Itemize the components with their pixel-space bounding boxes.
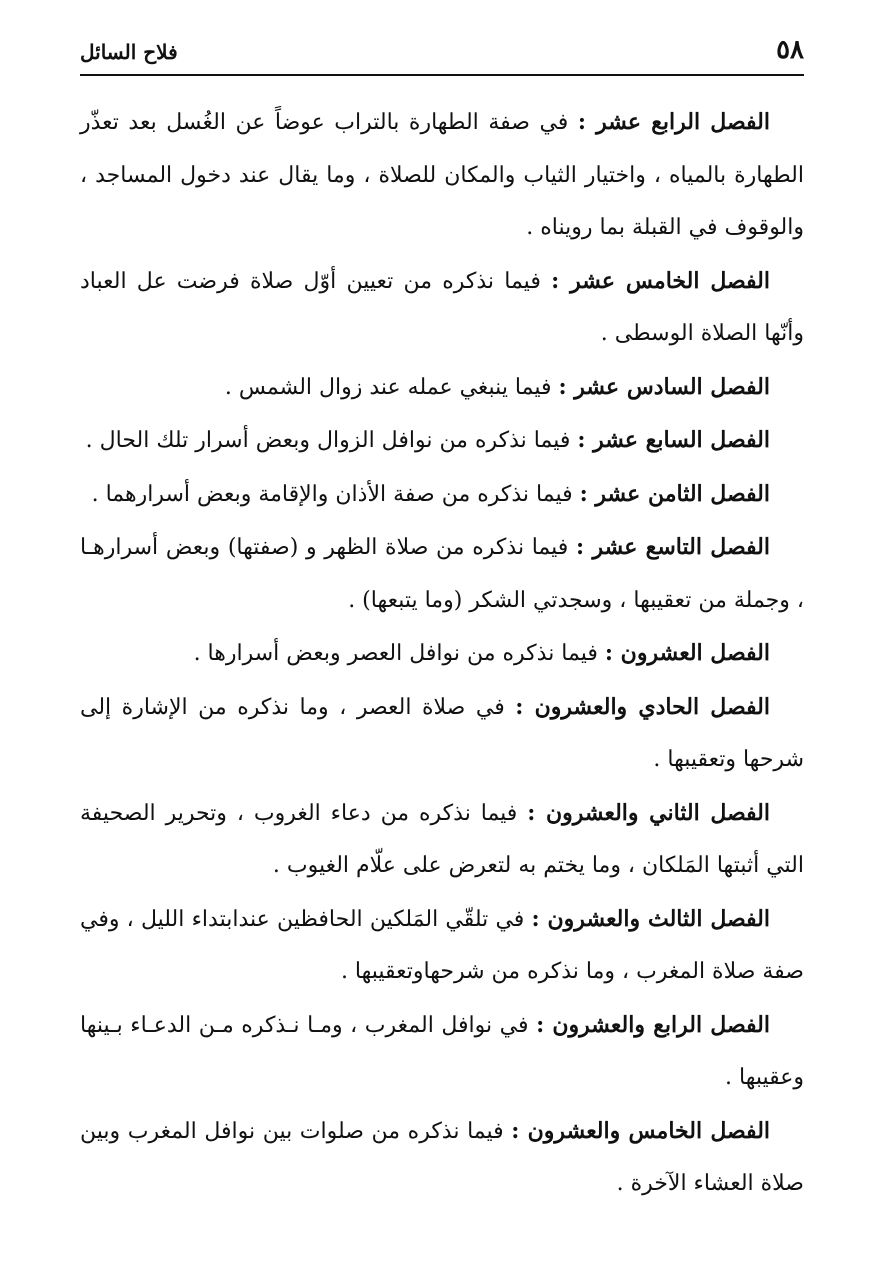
chapter-heading: الفصل الخامس والعشرون : xyxy=(511,1117,771,1144)
page-number: ٥٨ xyxy=(776,35,804,65)
chapter-entry-24 xyxy=(80,999,804,1105)
chapter-description: في نوافل المغرب ، ومـا نـذكره مـن الدعـاء بـينها وعقيبها . xyxy=(80,1012,804,1090)
chapter-heading: الفصل الثاني والعشرون : xyxy=(527,799,771,826)
chapter-description: في صلاة العصر ، وما نذكره من الإشارة إلى شرحها وتعقيبها . xyxy=(80,694,804,772)
chapter-entry-18 xyxy=(80,468,804,522)
chapter-description: فيما نذكره من نوافل العصر وبعض أسرارها . xyxy=(193,641,605,666)
chapter-description: فيما نذكره من تعيين أوّل صلاة فرضت عل العباد وأنّها الصلاة الوسطى . xyxy=(80,268,804,346)
chapter-entry-23 xyxy=(80,893,804,999)
chapter-heading: الفصل العشرون : xyxy=(604,640,770,666)
chapter-heading: الفصل الرابع عشر : xyxy=(577,109,770,135)
chapter-description: فيما نذكره من صفة الأذان والإقامة وبعض أسرارهما . xyxy=(91,481,580,507)
chapter-heading: الفصل الثامن عشر : xyxy=(579,480,770,507)
chapter-description: في تلقّي المَلكين الحافظين عندابتداء الليل ، وفي صفة صلاة المغرب ، وما نذكره من شرحهاوتعقيبها . xyxy=(80,906,804,984)
chapter-heading: الفصل السادس عشر : xyxy=(558,373,770,400)
chapter-entry-21 xyxy=(80,681,804,787)
chapter-entry-22 xyxy=(80,787,804,893)
chapter-description: فيما نذكره من نوافل الزوال وبعض أسرار تلك الحال . xyxy=(85,428,578,453)
running-title: فلاح السائل xyxy=(80,40,178,64)
chapter-description: فيما نذكره من صلاة الظهر و (صفتها) وبعض أسرارهـا ، وجملة من تعقيبها ، وسجدتي الشكر (وما يتبعها) . xyxy=(80,535,804,613)
page-header xyxy=(80,30,804,74)
chapter-description: فيما نذكره من صلوات بين نوافل المغرب وبين صلاة العشاء الآخرة . xyxy=(80,1118,804,1196)
chapter-entry-20 xyxy=(80,627,804,681)
chapter-entry-17 xyxy=(80,414,804,468)
chapter-entry-16 xyxy=(80,361,804,415)
chapter-heading: الفصل السابع عشر : xyxy=(577,427,770,453)
chapter-entry-19 xyxy=(80,521,804,627)
chapter-description: في صفة الطهارة بالتراب عوضاً عن الغُسل بعد تعذّر الطهارة بالمياه ، واختيار الثياب والمكان للصلاة ، وما يقال عند دخول المساجد ، والوقوف في القبلة بما رويناه . xyxy=(80,110,804,240)
chapter-entry-25 xyxy=(80,1105,804,1211)
chapter-heading: الفصل الخامس عشر : xyxy=(551,267,771,294)
header-divider xyxy=(80,74,804,76)
chapter-description: فيما ينبغي عمله عند زوال الشمس . xyxy=(224,374,559,400)
chapter-heading: الفصل الحادي والعشرون : xyxy=(515,693,770,720)
chapter-entry-14 xyxy=(80,96,804,255)
chapter-entry-15 xyxy=(80,255,804,361)
chapter-list xyxy=(80,96,804,1211)
chapter-heading: الفصل الرابع والعشرون : xyxy=(536,1011,770,1038)
chapter-description: فيما نذكره من دعاء الغروب ، وتحرير الصحيفة التي أثبتها المَلكان ، وما يختم به لتعرض على علّام الغيوب . xyxy=(80,800,804,878)
chapter-heading: الفصل التاسع عشر : xyxy=(575,534,770,560)
chapter-heading: الفصل الثالث والعشرون : xyxy=(531,905,770,932)
